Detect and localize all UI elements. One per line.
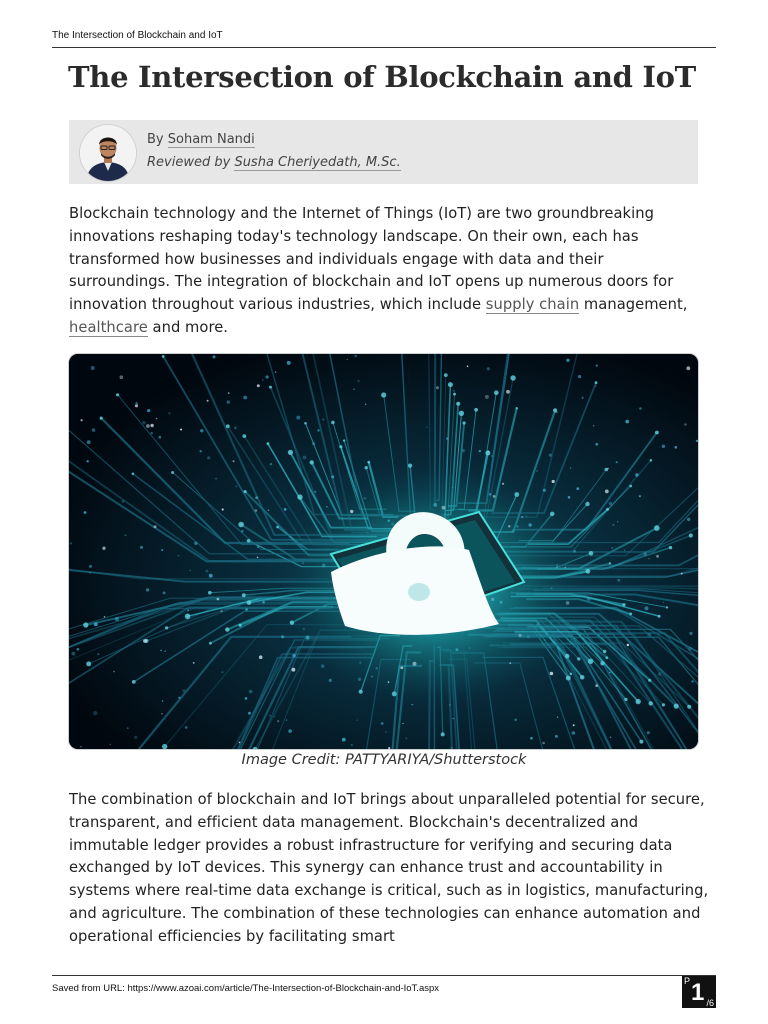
byline-box	[69, 120, 698, 184]
supply-chain-link[interactable]: supply chain	[485, 296, 580, 314]
saved-from-url: Saved from URL: https://www.azoai.com/article/The-Intersection-of-Blockchain-and-IoT.aspx	[52, 983, 440, 994]
author-avatar	[80, 125, 136, 181]
healthcare-link[interactable]: healthcare	[69, 318, 148, 336]
image-credit-caption: Image Credit: PATTYARIYA/Shutterstock	[241, 752, 527, 768]
intro-paragraph	[69, 203, 709, 340]
body-paragraph: The combination of blockchain and IoT brings about unparalleled potential for secure, transparent, and efficient data management. Blockchain's decentralized and immutable ledger provides a robust infrastructure for verifying and securing data exchanged by IoT devices. This synergy can enhance trust and accountability in systems where real-time data exchange is critical, such as in logistics, manufacturing, and agriculture. The combination of these technologies can enhance automation and operational efficiencies by facilitating smart	[69, 791, 709, 945]
page-prefix: P	[684, 976, 691, 986]
intro-text-end: and more.	[147, 318, 229, 336]
author-link[interactable]: Soham Nandi	[167, 132, 255, 147]
article-image	[69, 354, 698, 749]
byline-reviewer-line	[147, 154, 401, 172]
page-number-badge	[682, 976, 716, 1008]
byline-author-line	[147, 131, 401, 154]
article-title: The Intersection of Blockchain and IoT	[68, 60, 696, 94]
running-header: The Intersection of Blockchain and IoT	[52, 30, 223, 41]
page-number: 1	[691, 979, 705, 1006]
intro-text-middle: management,	[579, 296, 688, 314]
by-label: By	[147, 132, 164, 147]
footer-divider	[52, 975, 716, 976]
header-divider	[52, 47, 716, 48]
page-total: /6	[706, 998, 714, 1008]
reviewed-by-label: Reviewed by	[147, 155, 231, 170]
reviewer-link[interactable]: Susha Cheriyedath, M.Sc.	[234, 155, 401, 170]
intro-text: Blockchain technology and the Internet of Things (IoT) are two groundbreaking innovations reshaping today's technology landscape. On their own, each has transformed how businesses and individuals engage with data and their surroundings. The integration of blockchain and IoT opens up numerous doors for innovation throughout various industries, which include	[69, 205, 674, 314]
